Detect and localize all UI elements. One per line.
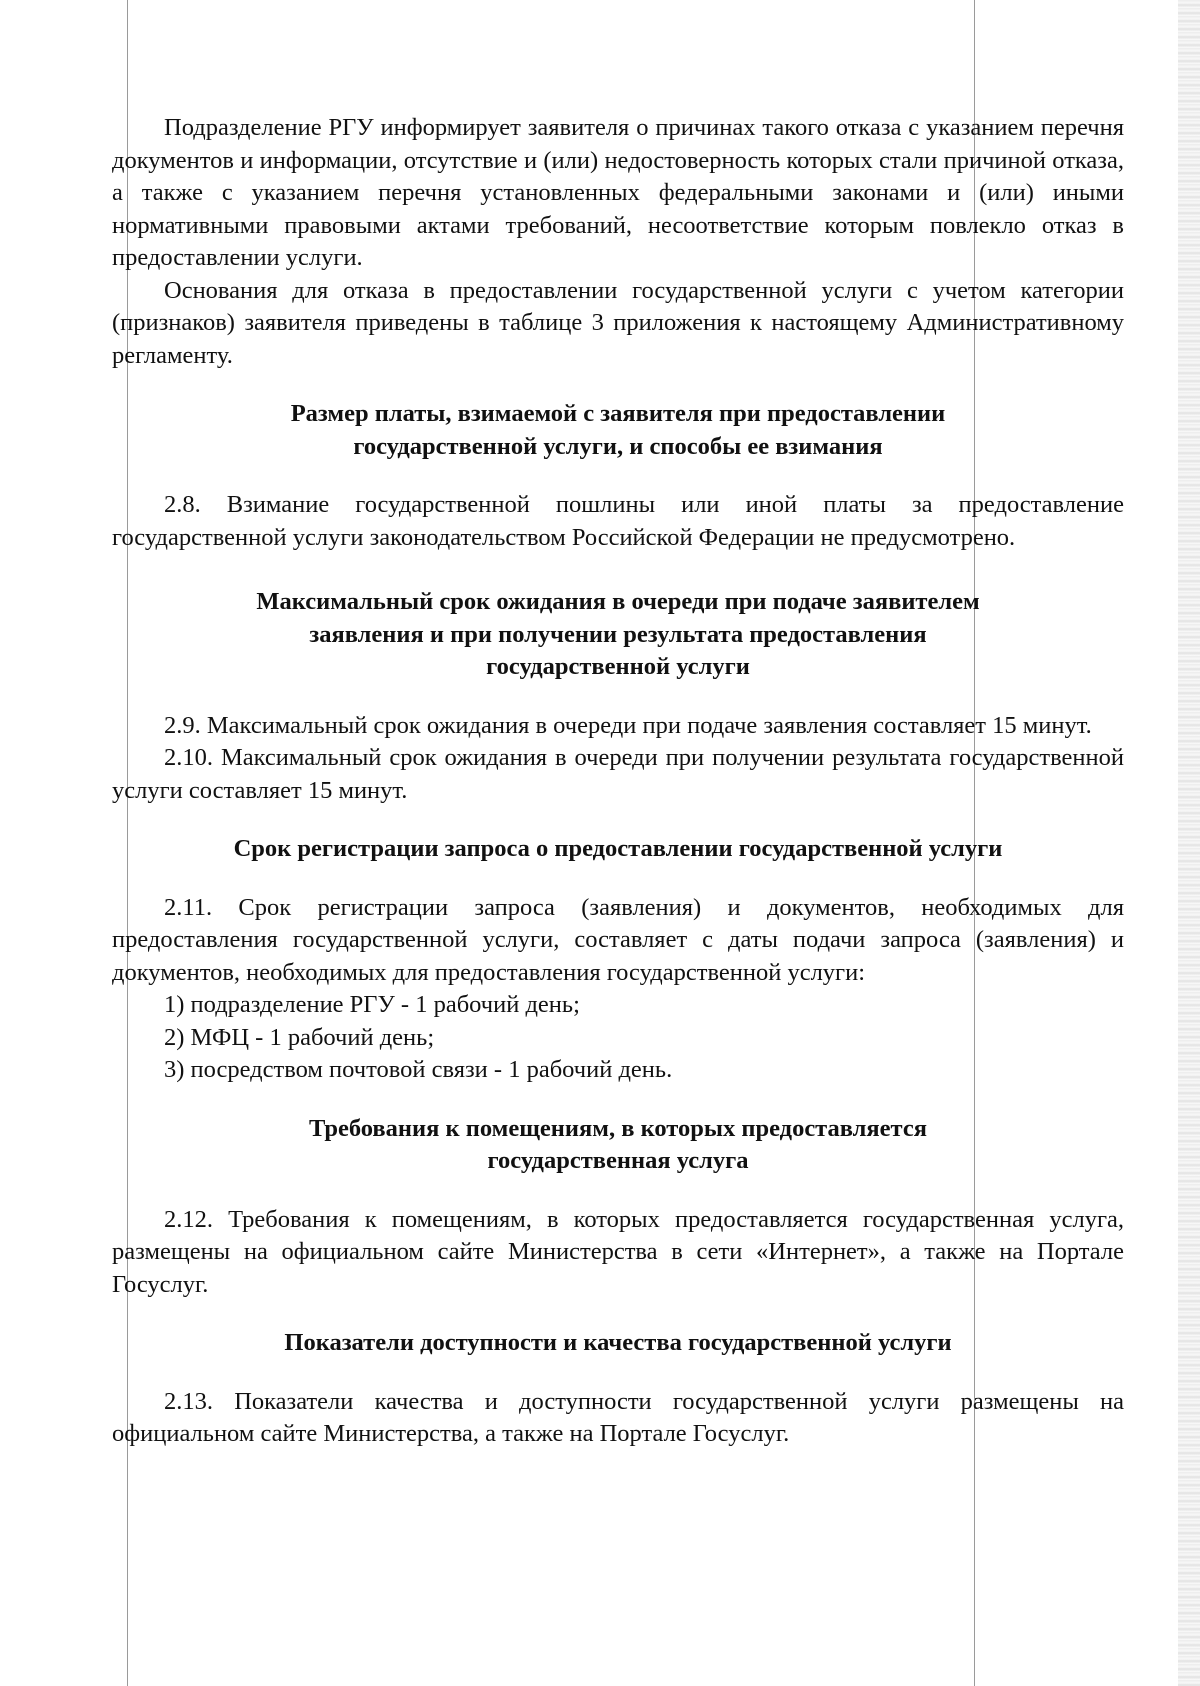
- refusal-info-paragraph: Подразделение РГУ информирует заявителя о причинах такого отказа с указанием перечня документов и информации, отсутствие и (или) недостоверность которых стали причиной отказа, а также с указанием перечня установленных федеральными законами и (или) иными нормативными правовыми актами требований, несоответствие которым повлекло отказ в предоставлении услуги.: [112, 114, 1124, 271]
- scan-edge-noise: [1178, 0, 1200, 1686]
- paragraph-2-12: 2.12. Требования к помещениям, в которых предоставляется государственная услуга, размещены на официальном сайте Министерства в сети «Интернет», а также на Портале Госуслуг.: [112, 1205, 1124, 1298]
- premises-heading-line-1: Требования к помещениям, в которых предоставляется: [308, 1114, 928, 1142]
- paragraph-2-10: 2.10. Максимальный срок ожидания в очереди при получении результата государственной услуги составляет 15 минут.: [112, 744, 1124, 804]
- paragraph-2-11: 2.11. Срок регистрации запроса (заявления) и документов, необходимых для предоставления государственной услуги, составляет с даты подачи запроса (заявления) и документов, необходимых для предоставления государственной услуги:: [112, 893, 1124, 986]
- fee-heading-line-1: Размер платы, взимаемой с заявителя при предоставлении: [290, 400, 946, 427]
- wait-heading-line-3: государственной услуги: [486, 653, 750, 680]
- paragraph-2-8: 2.8. Взимание государственной пошлины или иной платы за предоставление государственной услуги законодательством Российской Федерации не предусмотрено.: [112, 491, 1124, 551]
- paragraph-2-9: 2.9. Максимальный срок ожидания в очереди при подаче заявления составляет 15 минут.: [164, 711, 1092, 739]
- list-item: 1) подразделение РГУ - 1 рабочий день;: [164, 991, 580, 1018]
- paragraph-2-13: 2.13. Показатели качества и доступности государственной услуги размещены на официальном сайте Министерства, а также на Портале Госуслуг.: [112, 1387, 1124, 1447]
- fee-heading-line-2: государственной услуги, и способы ее взимания: [353, 432, 883, 460]
- registration-terms-list: [112, 989, 1124, 1087]
- premises-heading-line-2: государственная услуга: [487, 1147, 749, 1174]
- wait-heading-line-2: заявления и при получении результата предоставления: [309, 620, 927, 648]
- list-item: 2) МФЦ - 1 рабочий день;: [164, 1023, 435, 1051]
- list-item: 3) посредством почтовой связи - 1 рабочий день.: [164, 1056, 673, 1083]
- refusal-grounds-paragraph: Основания для отказа в предоставлении государственной услуги с учетом категории (признаков) заявителя приведены в таблице 3 приложения к настоящему Административному регламенту.: [112, 276, 1124, 369]
- quality-heading: Показатели доступности и качества государственной услуги: [284, 1329, 952, 1356]
- wait-heading-line-1: Максимальный срок ожидания в очереди при подаче заявителем: [256, 588, 980, 615]
- registration-heading: Срок регистрации запроса о предоставлении государственной услуги: [233, 835, 1003, 862]
- document-body: [112, 112, 1124, 1451]
